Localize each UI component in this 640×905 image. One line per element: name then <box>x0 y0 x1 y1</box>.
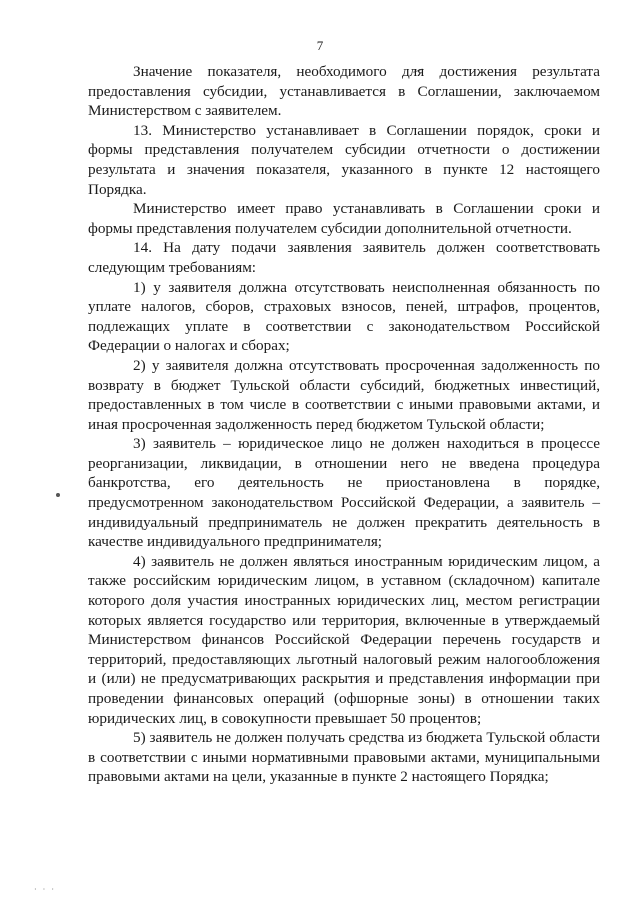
page-number: 7 <box>316 38 324 53</box>
paragraph-item-14: 14. На дату подачи заявления заявитель должен соответствовать следующим требованиям: <box>88 239 600 276</box>
paragraph-target-value: Значение показателя, необходимого для достижения результата предоставления субсидии, устанавливается в Соглашении, заключаемом Министерством с заявителем. <box>88 63 600 120</box>
document-body <box>88 62 600 787</box>
paragraph-additional-reporting: Министерство имеет право устанавливать в Соглашении сроки и формы представления получателем субсидии дополнительной отчетности. <box>88 200 600 237</box>
requirement-5: 5) заявитель не должен получать средства из бюджета Тульской области в соответствии с иными нормативными правовыми актами, муниципальными правовыми актами на цели, указанные в пункте 2 настоящего Порядка; <box>88 729 600 786</box>
requirement-1: 1) у заявителя должна отсутствовать неисполненная обязанность по уплате налогов, сборов, страховых взносов, пеней, штрафов, процентов, подлежащих уплате в соответствии с законодательством Российской Федерации о налогах и сборах; <box>88 278 600 355</box>
requirement-4: 4) заявитель не должен являться иностранным юридическим лицом, а также российским юридическим лицом, в уставном (складочном) капитале которого доля участия иностранных юридических лиц, местом регистрации которых является государство или территория, включенные в утверждаемый Министерством финансов Российской Федерации перечень государств и территорий, предоставляющих льготный налоговый режим налогообложения и (или) не предусматривающих раскрытия и представления информации при проведении финансовых операций (офшорные зоны) в отношении таких юридических лиц, в совокупности превышает 50 процентов; <box>88 552 600 727</box>
requirement-2: 2) у заявителя должна отсутствовать просроченная задолженность по возврату в бюджет Тульской области субсидий, бюджетных инвестиций, предоставленных в том числе в соответствии с иными правовыми актами, и иная просроченная задолженность перед бюджетом Тульской области; <box>88 356 600 433</box>
scan-dots: · · · <box>34 885 56 894</box>
margin-dot <box>56 493 60 497</box>
paragraph-item-13: 13. Министерство устанавливает в Соглашении порядок, сроки и формы представления получателем субсидии отчетности о достижении результата и значения показателя, указанного в пункте 12 настоящего Порядка. <box>88 121 600 198</box>
requirement-3: 3) заявитель – юридическое лицо не должен находиться в процессе реорганизации, ликвидации, в отношении него не введена процедура банкротства, его деятельность не приостановлена в порядке, предусмотренном законодательством Российской Федерации, а заявитель – индивидуальный предприниматель не должен прекратить деятельность в качестве индивидуального предпринимателя; <box>88 435 600 551</box>
